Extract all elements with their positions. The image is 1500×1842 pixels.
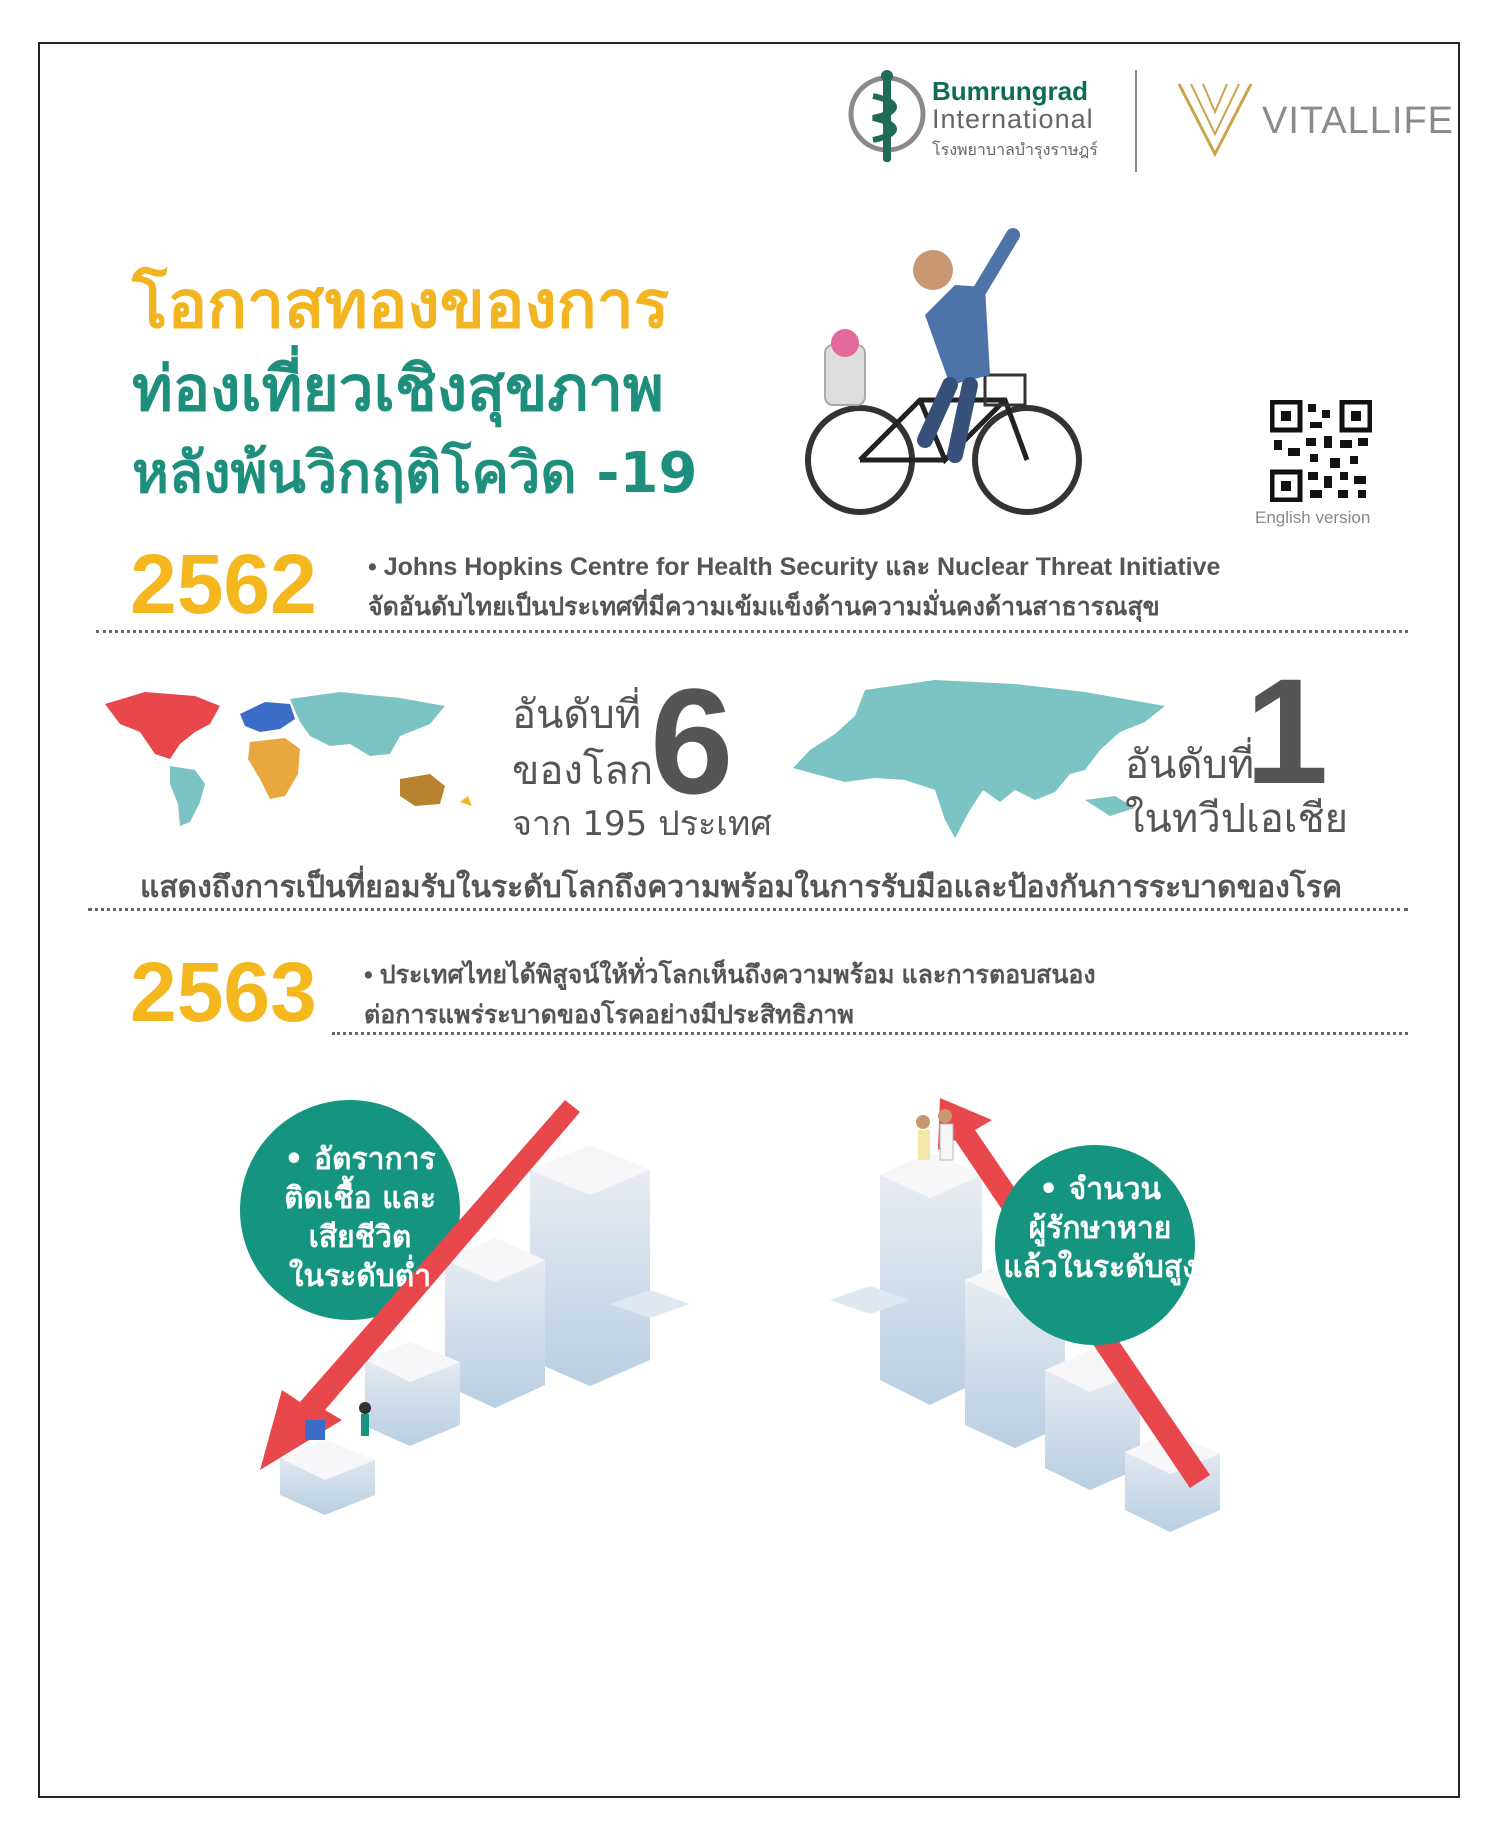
year-2563: 2563 [130,945,317,1039]
left-circle-line-3: เสียชีวิต [308,1220,412,1255]
asia-map-illustration [785,670,1175,845]
title-line-3: หลังพ้นวิกฤติโควิด -19 [132,441,698,506]
cyclist-illustration [805,225,1085,525]
vitallife-logo-icon [1175,78,1255,158]
bumrungrad-logo-icon [845,66,929,170]
world-rank-label-2: ของโลก [512,748,654,794]
asia-rank-label-2: ในทวีปเอเชีย [1125,796,1349,842]
divider-dotted [96,630,1408,633]
summary-text: แสดงถึงการเป็นที่ยอมรับในระดับโลกถึงความพร้อมในการรับมือและป้องกันการระบาดของโรค [140,870,1343,905]
left-circle-line-1: • อัตราการ [284,1142,436,1177]
title-line-1: โอกาสทองของการ [132,266,670,343]
left-circle-line-2: ติดเชื้อ และ [284,1181,436,1216]
right-circle-line-3: แล้วในระดับสูง [1003,1250,1197,1285]
world-rank-sub: จาก 195 ประเทศ [512,804,772,844]
fact-2563-line-2: ต่อการแพร่ระบาดของโรคอย่างมีประสิทธิภาพ [364,1001,854,1029]
right-circle-text [1000,1170,1200,1287]
year-2562: 2562 [130,537,317,631]
divider-dotted [88,908,1408,911]
world-rank-number: 6 [650,657,734,825]
asia-rank-number: 1 [1245,647,1329,815]
title-line-2: ท่องเที่ยวเชิงสุขภาพ [132,352,664,425]
world-rank-label-1: อันดับที่ [512,692,642,738]
asia-rank-label-1: อันดับที่ [1125,742,1255,788]
vitallife-name: VITALLIFE [1262,100,1455,142]
bumrungrad-name: Bumrungrad [932,76,1088,106]
bumrungrad-international: International [932,104,1094,134]
divider-dotted [332,1032,1408,1035]
right-circle-line-1: • จำนวน [1039,1172,1161,1207]
left-circle-line-4: ในระดับต่ำ [288,1259,432,1294]
right-bars-illustration [770,1080,1280,1560]
world-map-illustration [100,684,490,834]
bumrungrad-thai-name: โรงพยาบาลบำรุงราษฎร์ [932,140,1098,159]
qr-code-icon[interactable] [1270,400,1372,502]
left-circle-text [250,1140,470,1296]
qr-label: English version [1255,508,1371,527]
right-circle-line-2: ผู้รักษาหาย [1028,1211,1172,1246]
fact-2563-line-1: • ประเทศไทยได้พิสูจน์ให้ทั่วโลกเห็นถึงความพร้อม และการตอบสนอง [364,961,1096,989]
logo-divider [1135,70,1137,172]
fact-2562-line-1: • Johns Hopkins Centre for Health Security และ Nuclear Threat Initiative [368,553,1221,581]
fact-2562-line-2: จัดอันดับไทยเป็นประเทศที่มีความเข้มแข็งด้านความมั่นคงด้านสาธารณสุข [368,593,1160,621]
